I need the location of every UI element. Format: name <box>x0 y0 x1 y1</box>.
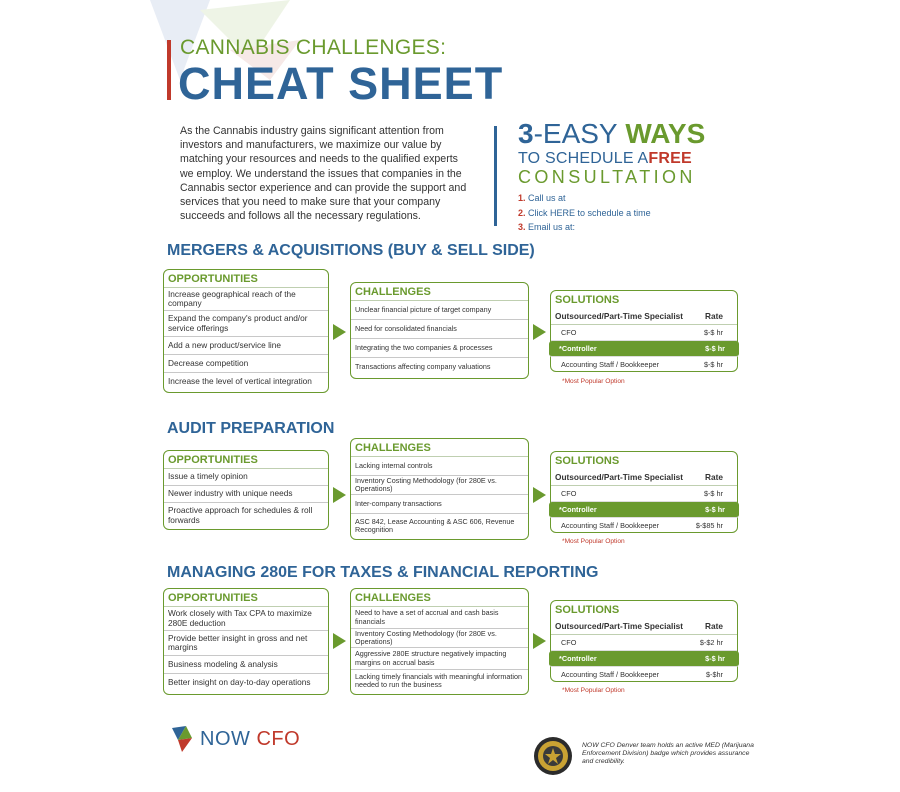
step-email[interactable]: 3. Email us at: <box>518 222 576 232</box>
ways-heading <box>518 118 705 150</box>
med-badge-icon <box>533 736 573 776</box>
solution-row: CFO $-$ hr <box>551 486 737 502</box>
opportunities-box <box>163 269 329 393</box>
opportunities-box <box>163 588 329 695</box>
section-title-audit: AUDIT PREPARATION <box>167 420 335 437</box>
arrow-right-icon <box>333 487 346 503</box>
step-call[interactable]: 1. Call us at <box>518 193 566 203</box>
contact-steps <box>518 191 651 235</box>
schedule-text: TO SCHEDULE A <box>518 150 649 167</box>
list-item: Inventory Costing Methodology (for 280E vs. Operations) <box>351 476 528 495</box>
now-cfo-logo <box>172 726 300 752</box>
list-item: Need for consolidated financials <box>351 320 528 339</box>
list-item: Work closely with Tax CPA to maximize 280E deduction <box>164 607 328 631</box>
solutions-box <box>550 290 738 372</box>
free-text: FREE <box>648 150 692 167</box>
solution-row: Accounting Staff / Bookkeeper $-$hr <box>561 670 723 679</box>
box-header: SOLUTIONS <box>555 455 620 467</box>
challenges-box <box>350 438 529 540</box>
solution-row: Accounting Staff / Bookkeeper $-$ hr <box>561 360 723 369</box>
list-item: Lacking internal controls <box>351 457 528 476</box>
list-item: Add a new product/service line <box>164 337 328 355</box>
solutions-box <box>550 451 738 533</box>
list-item: Inter-company transactions <box>351 495 528 514</box>
list-item: Business modeling & analysis <box>164 656 328 674</box>
list-item: Inventory Costing Methodology (for 280E vs. Operations) <box>351 629 528 648</box>
consultation-heading: CONSULTATION <box>518 167 696 187</box>
page-subtitle: CANNABIS CHALLENGES: <box>180 36 447 59</box>
box-header: SOLUTIONS <box>555 294 620 306</box>
solutions-table-header: Outsourced/Part-Time Specialist Rate <box>551 308 737 325</box>
step-schedule-link[interactable]: 2. Click HERE to schedule a time <box>518 207 651 218</box>
list-item: Aggressive 280E structure negatively impacting margins on accrual basis <box>351 648 528 670</box>
solutions-box <box>550 600 738 682</box>
list-item: Integrating the two companies & processes <box>351 339 528 358</box>
ways-easy: -EASY <box>533 118 618 149</box>
list-item: Provide better insight in gross and net margins <box>164 631 328 656</box>
arrow-right-icon <box>533 487 546 503</box>
challenges-box <box>350 588 529 695</box>
logo-text: NOW CFO <box>200 727 301 750</box>
solution-row-highlighted: *Controller $-$ hr <box>549 651 739 667</box>
list-item: Expand the company's product and/or service offerings <box>164 311 328 337</box>
arrow-right-icon <box>333 633 346 649</box>
popular-note: *Most Popular Option <box>562 538 625 545</box>
solution-row: CFO $-$ hr <box>551 325 737 341</box>
list-item: Better insight on day-to-day operations <box>168 677 311 688</box>
solution-row: CFO $-$2 hr <box>551 635 737 651</box>
section-title-280e: MANAGING 280E FOR TAXES & FINANCIAL REPORTING <box>167 564 599 581</box>
list-item: Need to have a set of accrual and cash basis financials <box>351 607 528 629</box>
box-header: SOLUTIONS <box>555 604 620 616</box>
arrow-right-icon <box>533 324 546 340</box>
list-item: Increase geographical reach of the company <box>164 288 328 311</box>
opportunities-box <box>163 450 329 530</box>
logo-icon <box>172 726 196 752</box>
ways-number: 3 <box>518 118 534 149</box>
solution-row-highlighted: *Controller $-$ hr <box>549 341 739 357</box>
divider <box>494 126 497 226</box>
ways-word: WAYS <box>625 118 706 149</box>
list-item: Transactions affecting company valuations <box>355 362 491 372</box>
challenges-box <box>350 282 529 379</box>
popular-note: *Most Popular Option <box>562 687 625 694</box>
list-item: Unclear financial picture of target company <box>351 301 528 320</box>
title-accent-bar <box>167 40 171 100</box>
list-item: Proactive approach for schedules & roll forwards <box>168 505 313 525</box>
list-item: Increase the level of vertical integration <box>168 376 312 387</box>
arrow-right-icon <box>533 633 546 649</box>
solutions-table-header: Outsourced/Part-Time Specialist Rate <box>551 469 737 486</box>
popular-note: *Most Popular Option <box>562 378 625 385</box>
section-title-mergers: MERGERS & ACQUISITIONS (BUY & SELL SIDE) <box>167 242 535 259</box>
list-item: Lacking timely financials with meaningful information needed to run the business <box>355 671 522 689</box>
intro-paragraph: As the Cannabis industry gains significant attention from investors and manufacturers, we maximize our value by matching your resources and needs to the qualified experts we employ. We understand the issues that companies in the Cannabis sector experience and can provide the support and services that you need to make sure that your company succeeds and follows all the necessary regulations. <box>180 125 467 223</box>
box-header: OPPORTUNITIES <box>164 451 328 469</box>
list-item: Issue a timely opinion <box>164 469 328 486</box>
box-header: CHALLENGES <box>351 283 528 301</box>
page-title: CHEAT SHEET <box>178 58 504 109</box>
solution-row-highlighted: *Controller $-$ hr <box>549 502 739 518</box>
solution-row: Accounting Staff / Bookkeeper $-$85 hr <box>561 521 723 530</box>
list-item: Decrease competition <box>164 355 328 373</box>
box-header: OPPORTUNITIES <box>164 270 328 288</box>
solutions-table-header: Outsourced/Part-Time Specialist Rate <box>551 618 737 635</box>
arrow-right-icon <box>333 324 346 340</box>
box-header: CHALLENGES <box>351 589 528 607</box>
badge-note: NOW CFO Denver team holds an active MED (Marijuana Enforcement Division) badge which provides assurance and credibility. <box>582 742 754 765</box>
schedule-heading <box>518 150 692 168</box>
box-header: OPPORTUNITIES <box>164 589 328 607</box>
list-item: Newer industry with unique needs <box>164 486 328 503</box>
box-header: CHALLENGES <box>351 439 528 457</box>
list-item: ASC 842, Lease Accounting & ASC 606, Revenue Recognition <box>355 516 515 534</box>
